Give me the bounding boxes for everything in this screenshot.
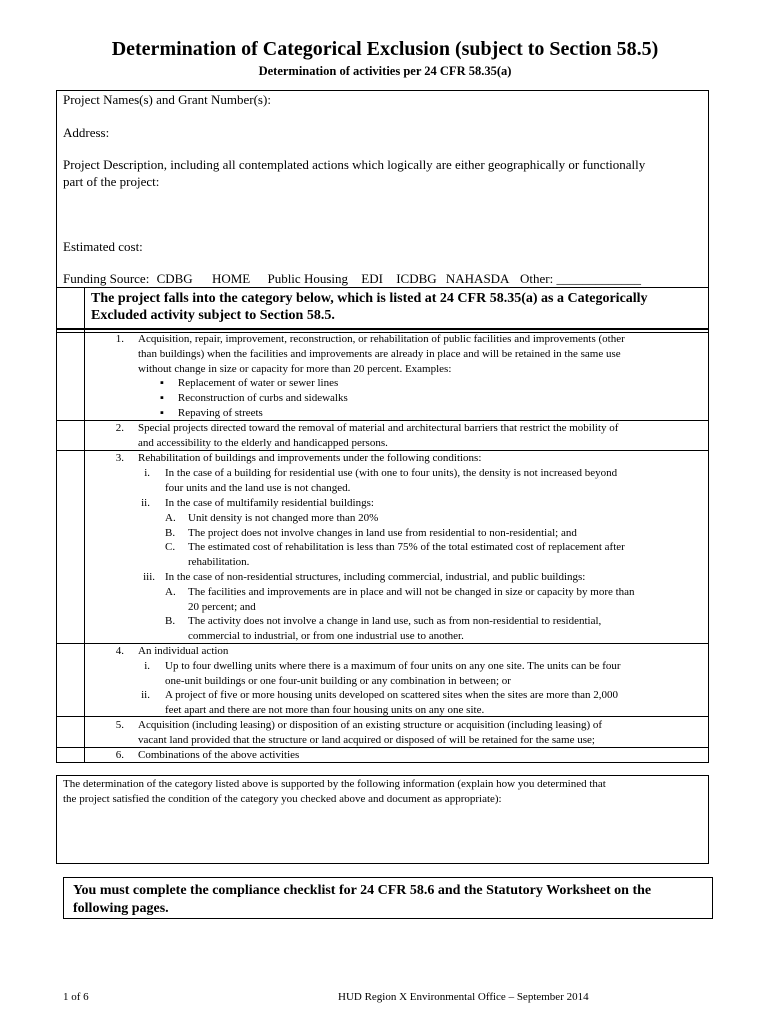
funding-option-home[interactable]: HOME <box>211 271 251 286</box>
compliance-notice <box>73 882 708 918</box>
item-3-ii-c-text <box>188 540 625 570</box>
supporting-information-text <box>63 777 703 807</box>
item-5-line: vacant land provided that the structure or land acquired or disposed of will be retained for the same use; <box>138 733 595 746</box>
item-3-i-line: In the case of a building for residential use (with one to four units), the density is not increased beyond <box>165 467 618 479</box>
item-5-number: 5. <box>115 719 124 731</box>
item-3-ii-text: In the case of multifamily residential buildings: <box>165 497 374 509</box>
item-3-iii-b-text <box>188 614 601 644</box>
item-3-ii-c-line: The estimated cost of rehabilitation is less than 75% of the total estimated cost of replacement after <box>188 541 625 553</box>
item-3-iii-b-line: commercial to industrial, or from one industrial use to another. <box>188 629 464 642</box>
item-1-line: without change in size or capacity for more than 20 percent. Examples: <box>138 362 452 375</box>
item-3-i-number: i. <box>144 467 150 479</box>
item-3-iii-a-text <box>188 585 635 615</box>
item-3-i-line: four units and the land use is not changed. <box>165 481 351 494</box>
item-3-iii-b-line: The activity does not involve a change in land use, such as from non-residential to residential, <box>188 615 602 627</box>
item-3-iii-a-number: A. <box>165 586 176 598</box>
item-3-i-text <box>165 466 617 496</box>
page-number: 1 of 6 <box>63 991 89 1003</box>
item-4-ii-number: ii. <box>141 689 150 701</box>
item-3-text: Rehabilitation of buildings and improvements under the following conditions: <box>138 452 482 464</box>
item-1-examples <box>160 376 348 420</box>
item-4-i-text <box>165 659 621 689</box>
item-6-number: 6. <box>115 749 124 761</box>
item-5-text <box>138 718 602 748</box>
funding-option-nahasda[interactable]: NAHASDA <box>445 271 509 286</box>
example-item: Repaving of streets <box>177 406 263 419</box>
item-3-iii-text: In the case of non-residential structures, including commercial, industrial, and public buildings: <box>165 571 586 583</box>
item-4-ii-line: A project of five or more housing units developed on scattered sites when the sites are more than 2,000 <box>165 689 619 701</box>
funding-option-public-housing[interactable]: Public Housing <box>267 271 349 286</box>
address-label: Address: <box>63 125 110 140</box>
funding-option-other[interactable]: Other: _____________ <box>519 271 641 286</box>
project-description-label: Project Description, including all contemplated actions which logically are either geographically or functionally <box>63 157 646 172</box>
item-2-number: 2. <box>115 422 124 434</box>
funding-option-edi[interactable]: EDI <box>361 271 383 286</box>
item-1-line: Acquisition, repair, improvement, reconstruction, or rehabilitation of public facilities and improvements (other <box>138 333 625 345</box>
item-2-text <box>138 421 618 451</box>
bullet-icon: ▪ <box>160 406 164 419</box>
category-heading-line-1: The project falls into the category below, which is listed at 24 CFR 58.35(a) as a Categorically <box>91 291 648 306</box>
item-3-ii-a-number: A. <box>165 512 176 524</box>
item-3-iii-a-line: The facilities and improvements are in place and will not be changed in size or capacity by more than <box>188 586 635 598</box>
item-4-text: An individual action <box>138 645 229 657</box>
item-6-text: Combinations of the above activities <box>138 749 300 761</box>
compliance-notice-line: following pages. <box>73 901 169 916</box>
item-1-line: than buildings) when the facilities and improvements are already in place and will be retained in the same use <box>138 347 621 360</box>
category-heading-line-2: Excluded activity subject to Section 58.5. <box>91 308 335 323</box>
document-subtitle: Determination of activities per 24 CFR 58.35(a) <box>258 64 512 78</box>
item-4-i-number: i. <box>144 660 150 672</box>
funding-source-label: Funding Source: <box>63 271 150 286</box>
item-1-number: 1. <box>115 333 124 345</box>
item-3-ii-b-text: The project does not involve changes in land use from residential to non-residential; and <box>188 527 577 539</box>
supporting-information-line: The determination of the category listed above is supported by the following information (explain how you determined that <box>63 778 606 790</box>
item-3-number: 3. <box>115 452 124 464</box>
item-3-iii-number: iii. <box>143 571 155 583</box>
project-names-label: Project Names(s) and Grant Number(s): <box>63 92 271 107</box>
example-item: Replacement of water or sewer lines <box>177 377 339 389</box>
document-title: Determination of Categorical Exclusion (subject to Section 58.5) <box>111 38 659 60</box>
item-2-line: and accessibility to the elderly and handicapped persons. <box>138 436 388 449</box>
funding-option-icdbg[interactable]: ICDBG <box>396 271 437 286</box>
supporting-information-line: the project satisfied the condition of the category you checked above and document as appropriate): <box>63 793 502 805</box>
item-5-line: Acquisition (including leasing) or disposition of an existing structure or acquisition (including leasing) of <box>138 719 603 731</box>
checkbox-column-divider <box>84 287 85 329</box>
item-3-ii-b-number: B. <box>165 527 176 539</box>
category-heading <box>91 290 701 324</box>
bullet-icon: ▪ <box>160 377 164 389</box>
item-3-ii-c-number: C. <box>165 541 176 553</box>
checkbox-column-line <box>84 329 85 763</box>
item-3-ii-a-text: Unit density is not changed more than 20% <box>188 512 379 524</box>
funding-option-cdbg[interactable]: CDBG <box>156 271 193 286</box>
funding-source-row <box>63 271 641 287</box>
item-3-ii-c-line: rehabilitation. <box>188 555 250 568</box>
item-3-iii-a-line: 20 percent; and <box>188 600 256 613</box>
item-4-ii-text <box>165 688 618 718</box>
item-1-text <box>138 332 625 376</box>
estimated-cost-label: Estimated cost: <box>63 239 143 254</box>
item-3-iii-b-number: B. <box>165 615 176 627</box>
example-item: Reconstruction of curbs and sidewalks <box>177 391 348 404</box>
item-4-i-line: Up to four dwelling units where there is a maximum of four units on any one site. The units can be four <box>165 660 621 672</box>
compliance-notice-line: You must complete the compliance checklist for 24 CFR 58.6 and the Statutory Worksheet on the <box>73 883 652 898</box>
item-4-ii-line: feet apart and there are not more than four housing units on any one site. <box>165 703 485 716</box>
item-2-line: Special projects directed toward the removal of material and architectural barriers that restrict the mobility of <box>138 422 619 434</box>
project-description-label-cont: part of the project: <box>63 174 160 189</box>
item-4-i-line: one-unit buildings or one four-unit building or any combination in between; or <box>165 674 511 687</box>
item-3-ii-number: ii. <box>141 497 150 509</box>
bullet-icon: ▪ <box>160 391 164 404</box>
footer-office: HUD Region X Environmental Office – September 2014 <box>338 991 589 1003</box>
item-4-number: 4. <box>115 645 124 657</box>
